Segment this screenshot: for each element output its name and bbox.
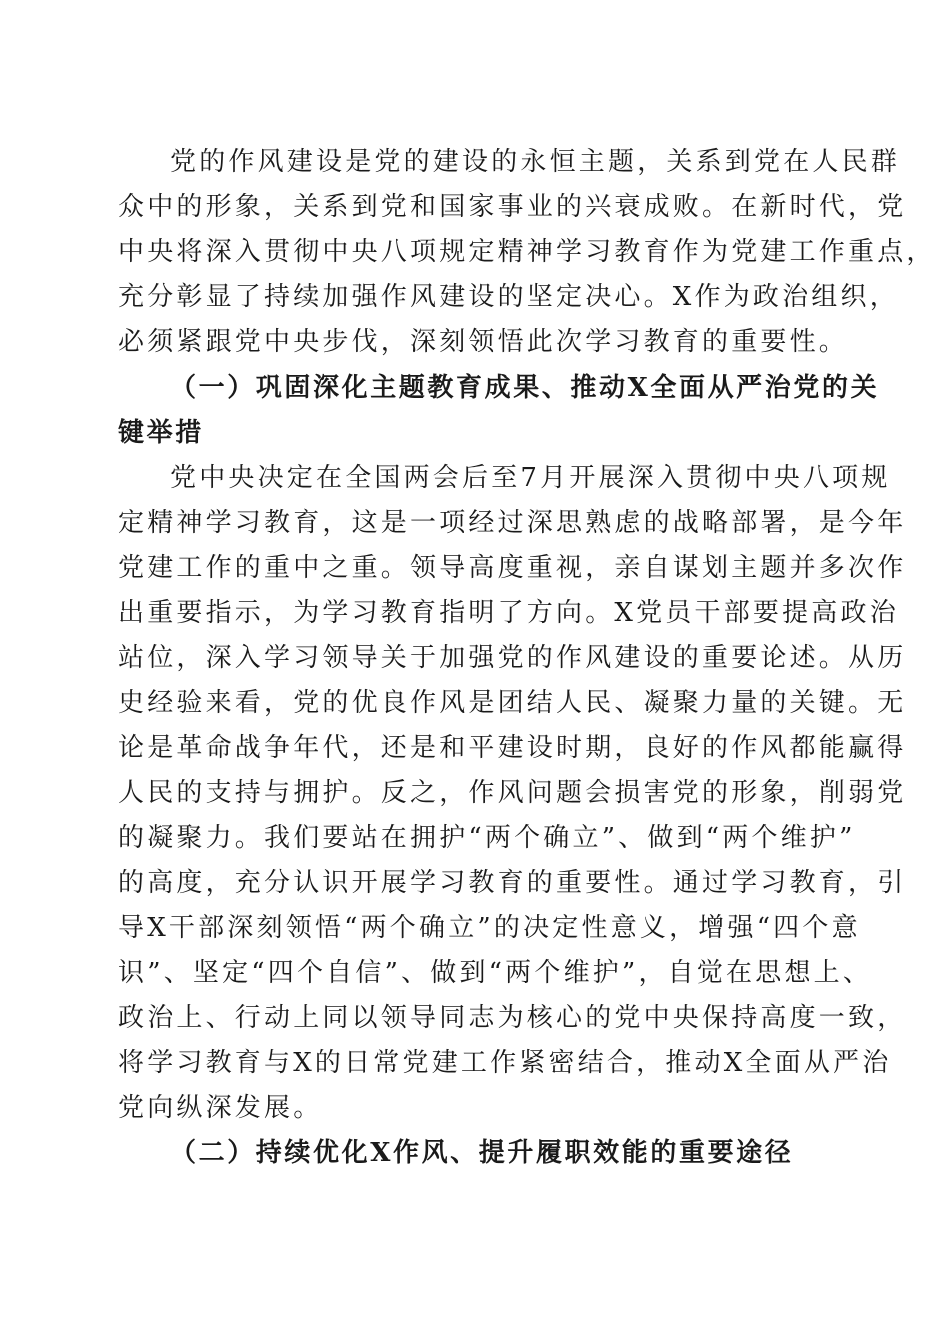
- intro-paragraph-line: 党的作风建设是党的建设的永恒主题，关系到党在人民群: [170, 147, 901, 177]
- intro-paragraph-line: 中央将深入贯彻中央八项规定精神学习教育作为党建工作重点，: [118, 237, 936, 267]
- section-1-body-line: 政治上、行动上同以领导同志为核心的党中央保持高度一致，: [118, 1003, 907, 1033]
- section-1-body-line: 人民的支持与拥护。反之，作风问题会损害党的形象，削弱党: [118, 778, 907, 808]
- section-1-body-line: 的凝聚力。我们要站在拥护“两个确立”、做到“两个维护”: [118, 823, 856, 853]
- section-1-body-line: 识”、坚定“四个自信”、做到“两个维护”，自觉在思想上、: [118, 958, 873, 988]
- section-heading-1-continued: 键举措: [118, 418, 204, 448]
- intro-paragraph-line: 充分彰显了持续加强作风建设的坚定决心。X作为政治组织，: [118, 282, 899, 312]
- section-1-body-line: 党建工作的重中之重。领导高度重视，亲自谋划主题并多次作: [118, 553, 907, 583]
- section-1-body-line: 导X干部深刻领悟“两个确立”的决定性意义，增强“四个意: [118, 913, 861, 943]
- section-1-body-line: 将学习教育与X的日常党建工作紧密结合，推动X全面从严治: [118, 1048, 892, 1078]
- section-1-body-line: 史经验来看，党的优良作风是团结人民、凝聚力量的关键。无: [118, 688, 907, 718]
- section-1-body-line: 的高度，充分认识开展学习教育的重要性。通过学习教育，引: [118, 868, 907, 898]
- intro-paragraph-line: 必须紧跟党中央步伐，深刻领悟此次学习教育的重要性。: [118, 327, 849, 357]
- section-1-body-line: 党向纵深发展。: [118, 1093, 323, 1123]
- section-heading-2: （二）持续优化X作风、提升履职效能的重要途径: [170, 1138, 794, 1168]
- section-1-body-line: 定精神学习教育，这是一项经过深思熟虑的战略部署，是今年: [118, 508, 907, 538]
- section-heading-1: （一）巩固深化主题教育成果、推动X全面从严治党的关: [170, 373, 880, 403]
- section-1-body-line: 论是革命战争年代，还是和平建设时期，良好的作风都能赢得: [118, 733, 907, 763]
- section-1-body-line: 站位，深入学习领导关于加强党的作风建设的重要论述。从历: [118, 643, 907, 673]
- section-1-body-line: 出重要指示，为学习教育指明了方向。X党员干部要提高政治: [118, 598, 899, 628]
- intro-paragraph-line: 众中的形象，关系到党和国家事业的兴衰成败。在新时代，党: [118, 192, 907, 222]
- section-1-body-line: 党中央决定在全国两会后至7月开展深入贯彻中央八项规: [170, 463, 891, 493]
